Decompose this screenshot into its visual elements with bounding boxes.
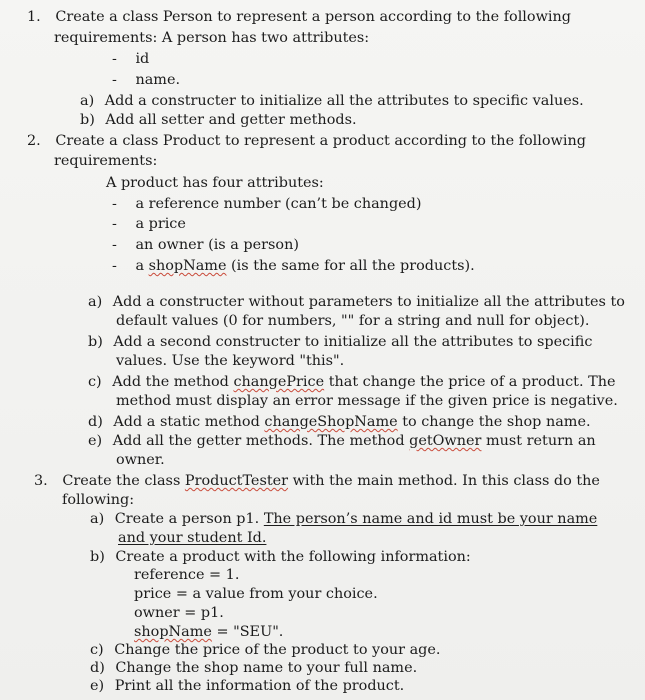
item-text: Change the price of the product to your age. bbox=[114, 642, 441, 658]
item-text: Add a static method bbox=[113, 414, 265, 430]
bullet: - bbox=[112, 72, 117, 88]
q3-heading-line1 bbox=[34, 472, 600, 490]
bullet: - bbox=[112, 258, 117, 274]
item-text: Create a product with the following information: bbox=[115, 549, 471, 565]
q2-intro: A product has four attributes: bbox=[106, 175, 324, 191]
q2-heading-line1 bbox=[27, 132, 586, 150]
q2-attr-shopname bbox=[112, 257, 475, 275]
item-label: d) bbox=[90, 660, 105, 676]
q1-heading-line2: requirements: A person has two attributes: bbox=[54, 30, 370, 46]
bullet: - bbox=[112, 237, 117, 253]
attr-identifier: shopName bbox=[148, 258, 227, 274]
q3-info-owner: owner = p1. bbox=[134, 605, 224, 621]
q2-attr-price bbox=[112, 215, 186, 233]
q3-item-a-line1 bbox=[90, 510, 597, 528]
q2-item-e-line2: owner. bbox=[116, 452, 165, 468]
class-identifier: ProductTester bbox=[184, 473, 289, 489]
q3-item-d bbox=[90, 659, 417, 677]
q3-info-reference: reference = 1. bbox=[134, 567, 240, 583]
q1-item-b bbox=[80, 111, 357, 129]
q2-number: 2. bbox=[27, 133, 41, 149]
attr-text: (is the same for all the products). bbox=[226, 258, 475, 274]
q2-item-c-line2: method must display an error message if the given price is negative. bbox=[116, 393, 618, 409]
method-identifier: changeShopName bbox=[264, 414, 398, 430]
q1-attr-name bbox=[112, 71, 180, 89]
q1-number: 1. bbox=[27, 9, 41, 25]
q3-info-shopname bbox=[134, 623, 283, 641]
q3-number: 3. bbox=[34, 473, 48, 489]
item-text: that change the price of a product. The bbox=[324, 374, 616, 390]
q3-heading-line2: following: bbox=[62, 492, 135, 508]
q2-heading-line2: requirements: bbox=[54, 153, 158, 169]
item-label: c) bbox=[88, 374, 102, 390]
attr-text: an owner (is a person) bbox=[135, 237, 299, 253]
attr-identifier: shopName bbox=[134, 624, 212, 640]
q3-item-a-line2 bbox=[118, 529, 266, 547]
bullet: - bbox=[112, 216, 117, 232]
q2-item-b-line1 bbox=[88, 333, 592, 351]
item-text: Add all setter and getter methods. bbox=[105, 112, 357, 128]
method-identifier: changePrice bbox=[233, 374, 325, 390]
q1-text: Create a class Person to represent a person according to the following bbox=[55, 9, 571, 25]
q3-item-b bbox=[90, 548, 471, 566]
item-text: Add a second constructer to initialize all the attributes to specific bbox=[113, 334, 593, 350]
q3-item-c bbox=[90, 641, 440, 659]
item-label: e) bbox=[88, 433, 103, 449]
q1-heading-line1 bbox=[27, 8, 571, 26]
q2-item-e-line1 bbox=[88, 432, 596, 450]
item-text: Add a constructer without parameters to initialize all the attributes to bbox=[112, 294, 625, 310]
q2-item-c-line1 bbox=[88, 373, 615, 391]
attr-text: name. bbox=[135, 72, 181, 88]
bullet: - bbox=[112, 51, 117, 67]
item-text: Add a constructer to initialize all the attributes to specific values. bbox=[104, 93, 584, 109]
item-text: to change the shop name. bbox=[397, 414, 591, 430]
item-label: b) bbox=[90, 549, 105, 565]
item-label: d) bbox=[88, 414, 103, 430]
q1-item-a bbox=[80, 92, 584, 110]
underlined-text: The person’s name and id must be your name bbox=[263, 511, 598, 527]
attr-text: a price bbox=[135, 216, 186, 232]
item-label: b) bbox=[80, 112, 95, 128]
q1-attr-id bbox=[112, 50, 149, 68]
q2-item-a-line1 bbox=[88, 293, 625, 311]
attr-text: a bbox=[135, 258, 149, 274]
q3-text: with the main method. In this class do the bbox=[288, 473, 600, 489]
attr-text: a reference number (can’t be changed) bbox=[135, 196, 422, 212]
item-label: e) bbox=[90, 678, 105, 694]
q3-item-e bbox=[90, 677, 404, 695]
item-text: = "SEU". bbox=[211, 624, 284, 640]
q2-attr-reference bbox=[112, 195, 422, 213]
item-label: c) bbox=[90, 642, 104, 658]
item-text: Print all the information of the product. bbox=[114, 678, 405, 694]
q2-item-d bbox=[88, 413, 591, 431]
item-label: a) bbox=[90, 511, 105, 527]
item-text: Change the shop name to your full name. bbox=[115, 660, 418, 676]
item-label: b) bbox=[88, 334, 103, 350]
q2-text: Create a class Product to represent a product according to the following bbox=[55, 133, 586, 149]
item-text: Create a person p1. bbox=[114, 511, 264, 527]
underlined-text: and your student Id. bbox=[118, 530, 267, 546]
q2-attr-owner bbox=[112, 236, 299, 254]
q2-item-b-line2: values. Use the keyword "this". bbox=[116, 353, 345, 369]
q3-text: Create the class bbox=[62, 473, 185, 489]
item-label: a) bbox=[80, 93, 95, 109]
q3-info-price: price = a value from your choice. bbox=[134, 586, 378, 602]
method-identifier: getOwner bbox=[409, 433, 482, 449]
item-text: must return an bbox=[481, 433, 596, 449]
item-text: Add all the getter methods. The method bbox=[112, 433, 410, 449]
attr-text: id bbox=[135, 51, 150, 67]
q2-item-a-line2: default values (0 for numbers, "" for a string and null for object). bbox=[116, 313, 590, 329]
bullet: - bbox=[112, 196, 117, 212]
item-text: Add the method bbox=[112, 374, 234, 390]
item-label: a) bbox=[88, 294, 103, 310]
